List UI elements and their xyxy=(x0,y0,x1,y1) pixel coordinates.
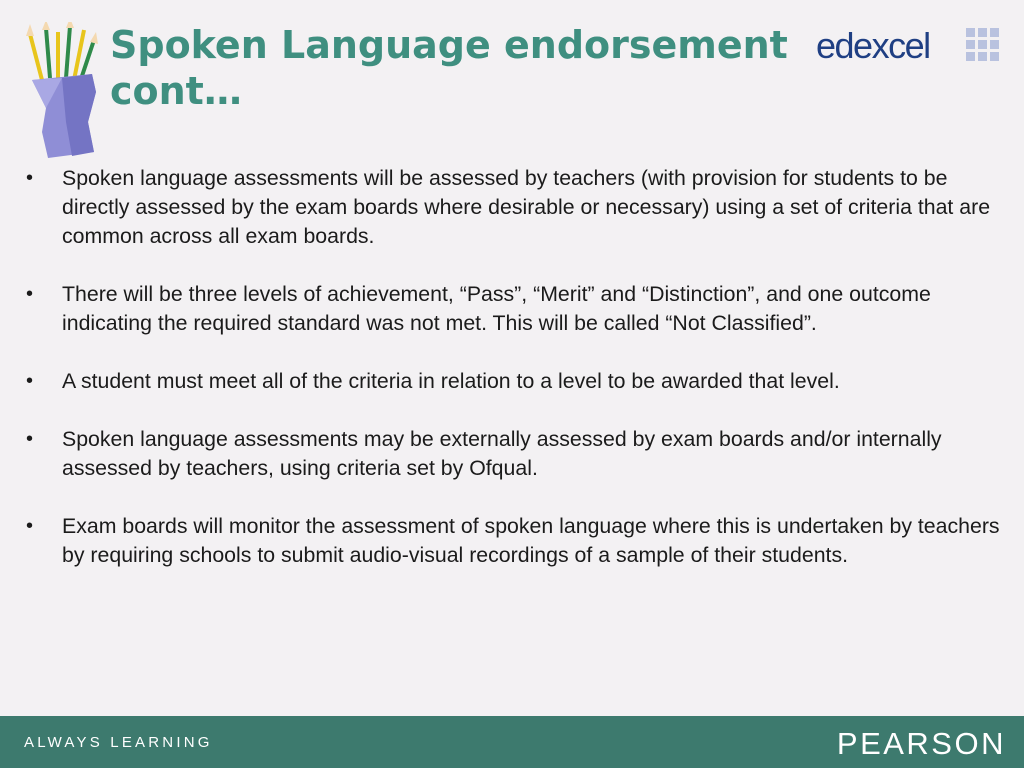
pearson-logo: PEARSON xyxy=(836,726,1006,761)
bullet-item xyxy=(26,280,1018,338)
bullet-text: A student must meet all of the criteria in relation to a level to be awarded that level. xyxy=(62,369,840,393)
bullet-item xyxy=(26,425,1018,483)
slide-title-line-1: Spoken Language endorsement xyxy=(110,23,788,67)
edexcel-logo xyxy=(816,26,1006,66)
bullet-item xyxy=(26,512,1018,570)
pencil-cup-icon xyxy=(22,22,106,162)
bullet-marker: • xyxy=(26,283,34,305)
bullet-marker: • xyxy=(26,428,34,450)
logo-wordmark: edexcel xyxy=(816,25,930,66)
slide-title-line-2: cont… xyxy=(110,69,242,113)
slide-title xyxy=(110,22,830,114)
bullet-text: Spoken language assessments may be externally assessed by exam boards and/or internally assessed by teachers, using criteria set by Ofqual. xyxy=(62,427,942,480)
footer-bar xyxy=(0,716,1024,768)
bullet-item xyxy=(26,164,1018,251)
square-grid-icon xyxy=(966,28,1000,62)
bullet-marker: • xyxy=(26,370,34,392)
bullet-marker: • xyxy=(26,515,34,537)
bullet-text: Spoken language assessments will be assessed by teachers (with provision for students to be directly assessed by the exam boards where desirable or necessary) using a set of criteria that are common across all exam boards. xyxy=(62,166,991,248)
bullet-text: There will be three levels of achievement, “Pass”, “Merit” and “Distinction”, and one outcome indicating the required standard was not met. This will be called “Not Classified”. xyxy=(62,282,931,335)
bullet-item xyxy=(26,367,1018,396)
bullet-list xyxy=(26,164,1018,599)
footer-tagline: ALWAYS LEARNING xyxy=(24,734,213,751)
bullet-marker: • xyxy=(26,167,34,189)
bullet-text: Exam boards will monitor the assessment of spoken language where this is undertaken by teachers by requiring schools to submit audio-visual recordings of a sample of their students. xyxy=(62,514,1000,567)
